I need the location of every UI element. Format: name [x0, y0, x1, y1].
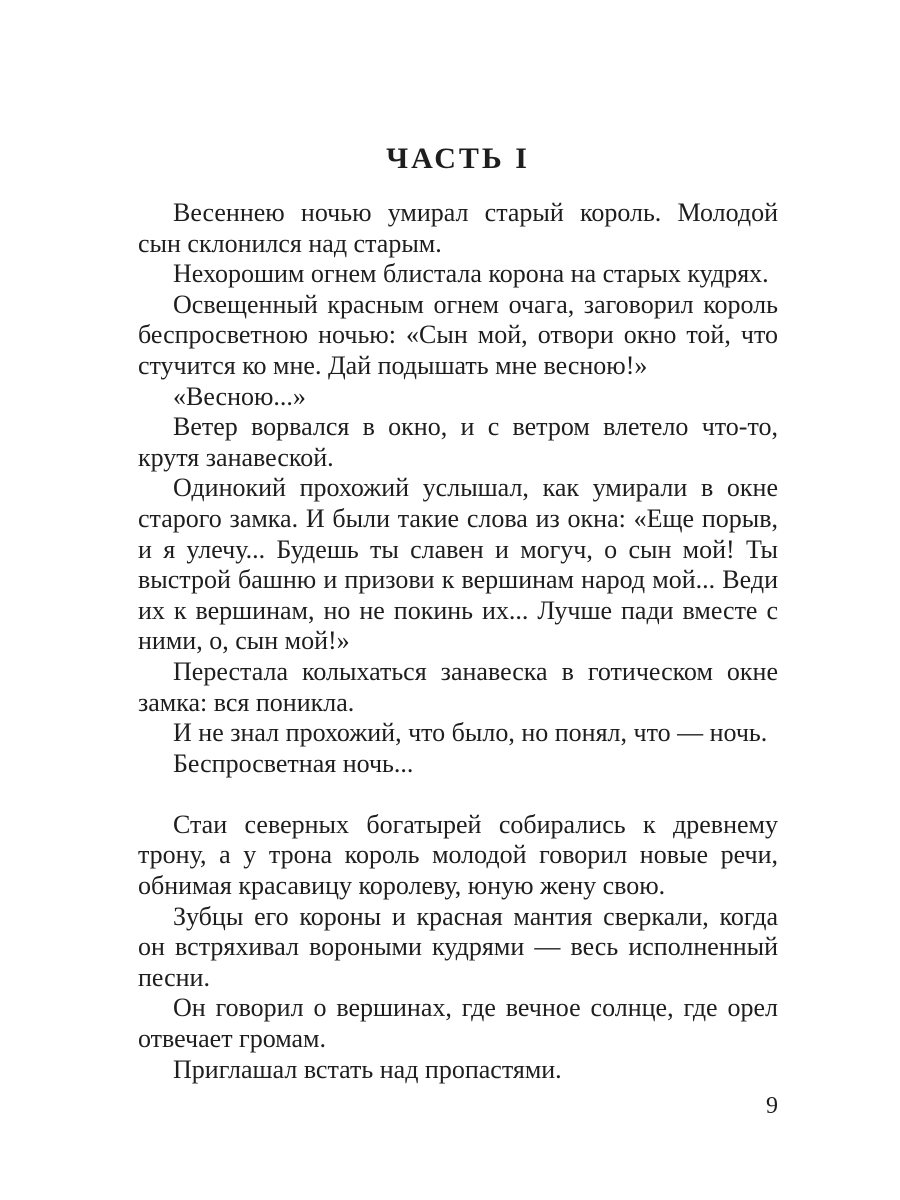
paragraph: Зубцы его короны и красная мантия сверкали, когда он встряхивал вороными кудрями — весь исполненный песни.	[138, 901, 778, 992]
section-break	[138, 779, 778, 810]
paragraph: Стаи северных богатырей собирались к древнему трону, а у трона король молодой говорил новые речи, обнимая красавицу королеву, юную жену свою.	[138, 809, 778, 901]
paragraph: И не знал прохожий, что было, но понял, что — ночь.	[173, 718, 768, 748]
body-text	[138, 198, 778, 1085]
paragraph: Он говорил о вершинах, где вечное солнце, где орел отвечает громам.	[138, 993, 778, 1054]
chapter-title: ЧАСТЬ I	[386, 142, 530, 175]
paragraph: Беспросветная ночь...	[173, 748, 414, 778]
paragraph: Освещенный красным огнем очага, заговорил король беспросветною ночью: «Сын мой, отвори окно той, что стучится ко мне. Дай подышать мне весною!»	[138, 289, 778, 380]
page-number: 9	[766, 1093, 778, 1119]
paragraph: Перестала колыхаться занавеска в готическом окне замка: вся поникла.	[138, 656, 778, 717]
paragraph: Приглашал встать над пропастями.	[173, 1054, 562, 1084]
paragraph: Весеннею ночью умирал старый король. Молодой сын склонился над старым.	[138, 198, 778, 258]
paragraph: Нехорошим огнем блистала корона на старых кудрях.	[173, 259, 769, 289]
paragraph: Одинокий прохожий услышал, как умирали в окне старого замка. И были такие слова из окна: «Еще порыв, и я улечу... Будешь ты славен и могуч, о сын мой! Ты выстрой башню и призови к вершинам народ мой... Веди их к вершинам, но не покинь их... Лучше пади вместе с ними, о, сын мой!»	[138, 473, 778, 656]
paragraph: «Весною...»	[173, 381, 306, 411]
paragraph: Ветер ворвался в окно, и с ветром влетело что-то, крутя занавеской.	[138, 412, 778, 472]
